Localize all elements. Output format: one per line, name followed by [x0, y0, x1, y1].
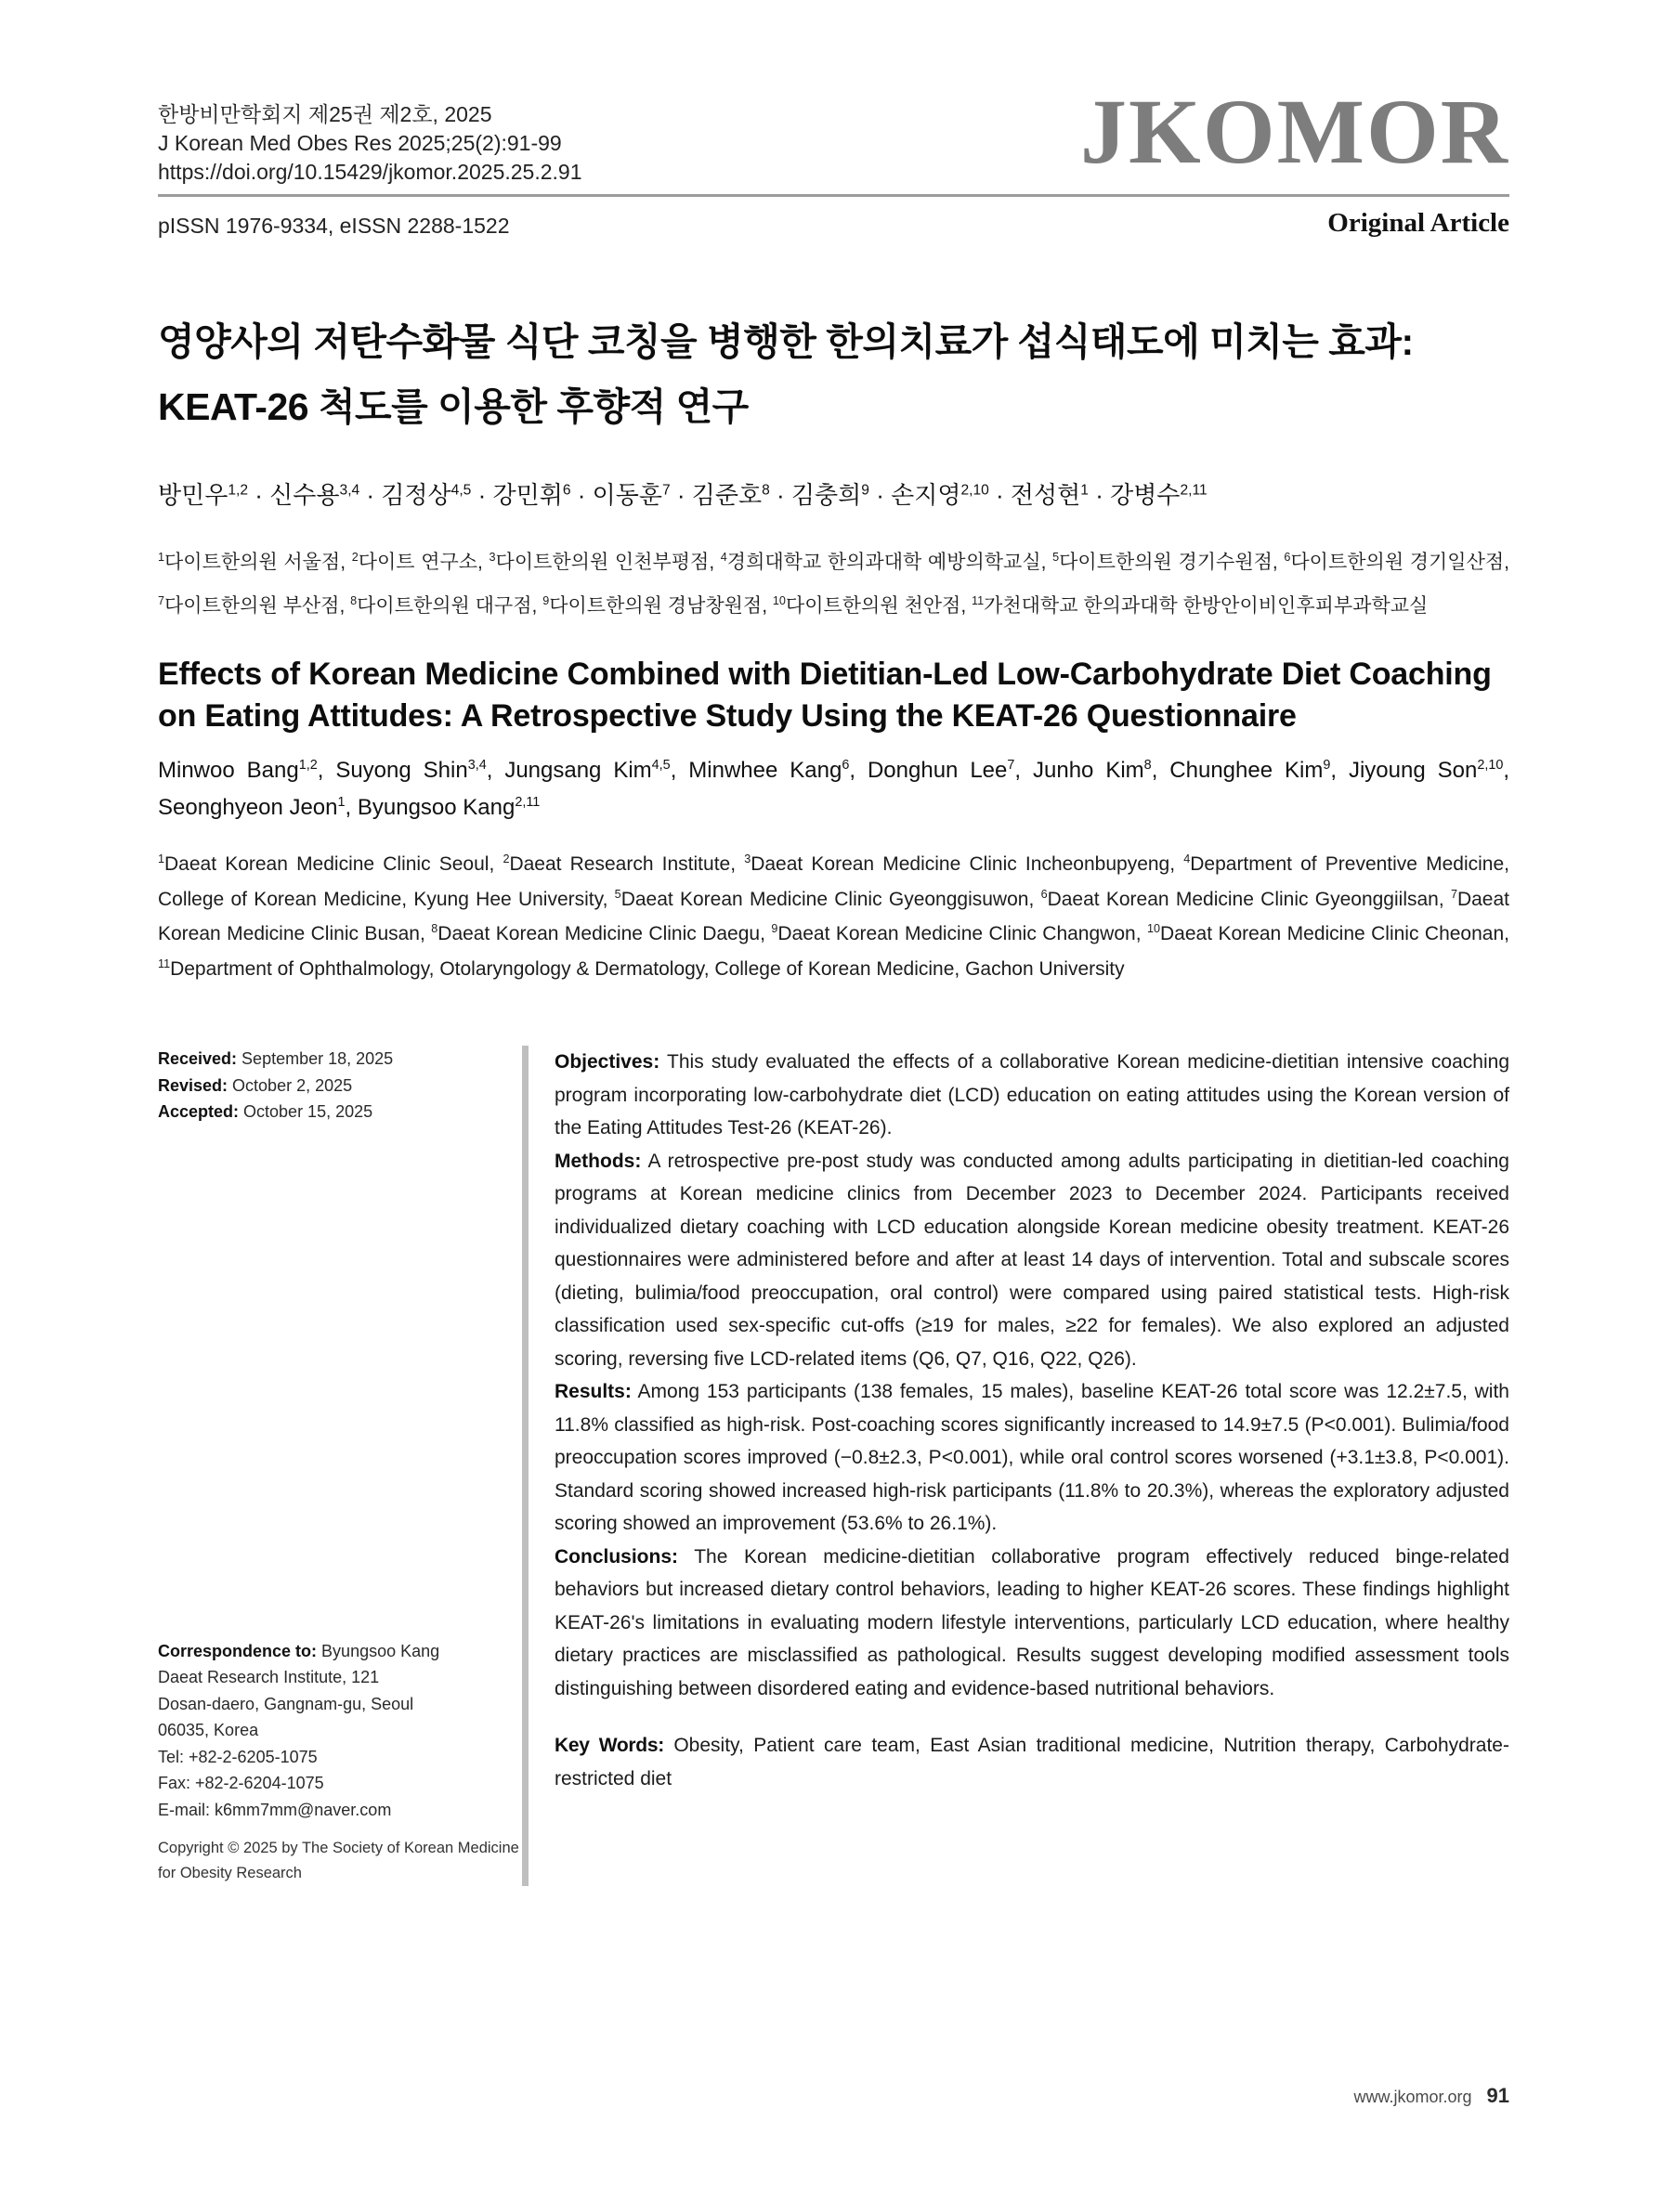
- affiliation-superscript: 9: [771, 922, 778, 935]
- affiliation-superscript: 1,2: [228, 482, 249, 499]
- abstract-section-label: Methods:: [555, 1150, 642, 1172]
- affiliation-superscript: 7: [661, 482, 671, 499]
- affiliation-superscript: 8: [350, 594, 358, 607]
- abstract-section-objectives: Objectives: This study evaluated the effects of a collaborative Korean medicine-dietitian intensive coaching program incorporating low-carbohydrate diet (LCD) education on eating attitudes using the Korean version of the Eating Attitudes Test-26 (KEAT-26).: [555, 1051, 1509, 1139]
- journal-logo: JKOMOR: [1080, 80, 1509, 183]
- page-number: 91: [1486, 2084, 1509, 2107]
- affiliation-superscript: 2,11: [515, 795, 541, 810]
- affiliation-superscript: 11: [972, 594, 985, 607]
- affiliation-superscript: 3,4: [339, 482, 360, 499]
- english-author-list: Minwoo Bang$^{1,2}$, Suyong Shin$^{3,4}$, Jungsang Kim$^{4,5}$, Minwhee Kang$^6$, Donghun Lee$^7$, Junho Kim$^8$, Chunghee Kim$^9$, Jiyoung Son$^{2,10}$, Seonghyeon Jeon$^1$, Byungsoo Kang$^{2,11}$: [158, 758, 1510, 820]
- affiliation-superscript: 9: [861, 482, 869, 499]
- issn-row: [158, 208, 1509, 239]
- abstract-section-label: Results:: [555, 1381, 632, 1402]
- abstract-vertical-divider: [522, 1046, 529, 1886]
- paper-first-page: [158, 80, 1510, 1886]
- journal-name-korean: 한방비만학회지 제25권 제2호, 2025: [158, 102, 492, 126]
- dates-block: [158, 1046, 522, 1126]
- affiliation-superscript: 8: [431, 922, 438, 935]
- affiliation-superscript: 3,4: [467, 758, 487, 773]
- affiliation-superscript: 2,10: [1477, 758, 1504, 773]
- affiliation-superscript: 11: [158, 956, 171, 970]
- korean-author-list: 방민우$^{1,2}$ · 신수용$^{3,4}$ · 김정상$^{4,5}$ · 강민휘$^6$ · 이동훈$^7$ · 김준호$^8$ · 김충희$^9$ · 손지영$^{2,10}$ · 전성현$^1$ · 강병수$^{2,11}$: [158, 481, 1208, 509]
- correspondence-block: [158, 1638, 522, 1824]
- affiliation-superscript: 7: [158, 594, 165, 607]
- affiliation-superscript: 1: [158, 551, 165, 564]
- affiliation-superscript: 6: [1040, 887, 1048, 901]
- affiliation-superscript: 2: [503, 852, 510, 865]
- abstract-section-label: Objectives:: [555, 1051, 660, 1073]
- affiliation-superscript: 10: [772, 594, 786, 607]
- affiliation-superscript: 1: [337, 795, 346, 810]
- affiliation-superscript: 5: [614, 887, 621, 901]
- keywords-block: [555, 1729, 1509, 1795]
- abstract-section-conclusions: Conclusions: The Korean medicine-dietitian collaborative program effectively reduced binge-related behaviors but increased dietary control behaviors, leading to higher KEAT-26 scores. These findings highlight KEAT-26's limitations in evaluating modern lifestyle interventions, particularly LCD education, where healthy dietary practices are misclassified as pathological. Results suggest developing modified assessment tools distinguishing between disordered eating and evidence-based nutritional behaviors.: [555, 1545, 1509, 1699]
- correspondence-label: Correspondence to:: [158, 1641, 318, 1660]
- abstract-section-methods: Methods: A retrospective pre-post study was conducted among adults participating in dietitian-led coaching programs at Korean medicine clinics from December 2023 to December 2024. Participants received individualized dietary coaching with LCD education alongside Korean medicine obesity treatment. KEAT-26 questionnaires were administered before and after at least 14 days of intervention. Total and subscale scores (dieting, bulimia/food preoccupation, oral control) were compared using paired statistical tests. High-risk classification used sex-specific cut-offs (≥19 for males, ≥22 for females). We also explored an adjusted scoring, reversing five LCD-related items (Q6, Q7, Q16, Q22, Q26).: [555, 1150, 1509, 1370]
- affiliation-superscript: 1: [1080, 482, 1089, 499]
- affiliation-superscript: 3: [744, 852, 751, 865]
- affiliation-superscript: 4,5: [651, 758, 671, 773]
- abstract-section-results: Results: Among 153 participants (138 females, 15 males), baseline KEAT-26 total score was 12.2±7.5, with 11.8% classified as high-risk. Post-coaching scores significantly increased to 14.9±7.5 (P<0.001). Bulimia/food preoccupation scores improved (−0.8±2.3, P<0.001), while oral control scores worsened (+3.1±3.8, P<0.001). Standard scoring showed increased high-risk participants (11.8% to 20.3%), whereas the exploratory adjusted scoring showed an improvement (53.6% to 26.1%).: [555, 1381, 1509, 1534]
- correspondence-line: Dosan-daero, Gangnam-gu, Seoul: [158, 1694, 414, 1713]
- journal-website-url: www.jkomor.org: [1353, 2088, 1472, 2106]
- affiliation-superscript: 9: [542, 594, 550, 607]
- correspondence-line: Tel: +82-2-6205-1075: [158, 1747, 318, 1766]
- affiliation-superscript: 3: [489, 551, 496, 564]
- correspondence-line: E-mail: k6mm7mm@naver.com: [158, 1800, 392, 1819]
- affiliation-superscript: 4,5: [450, 482, 472, 499]
- header-divider-rule: [158, 194, 1509, 197]
- correspondence-line: Fax: +82-2-6204-1075: [158, 1774, 324, 1792]
- correspondence-heading: [158, 1638, 522, 1665]
- correspondence-lines: [158, 1664, 522, 1823]
- abstract-section-label: Conclusions:: [555, 1545, 679, 1568]
- affiliation-superscript: 8: [762, 482, 770, 499]
- doi-link: https://doi.org/10.15429/jkomor.2025.25.2.91: [158, 160, 582, 184]
- affiliation-superscript: 4: [1183, 852, 1191, 865]
- copyright-notice: Copyright © 2025 by The Society of Korean Medicine for Obesity Research: [158, 1840, 519, 1881]
- affiliation-superscript: 1: [158, 852, 165, 865]
- affiliation-superscript: 2: [351, 551, 359, 564]
- affiliation-superscript: 9: [1323, 758, 1331, 773]
- issn-text: pISSN 1976-9334, eISSN 2288-1522: [158, 214, 510, 238]
- abstract-sections: [555, 1046, 1509, 1705]
- affiliation-superscript: 1,2: [298, 758, 318, 773]
- keywords-text: Obesity, Patient care team, East Asian traditional medicine, Nutrition therapy, Carbohydrate-restricted diet: [555, 1735, 1509, 1789]
- affiliation-superscript: 7: [1007, 758, 1015, 773]
- date-line: Revised: October 2, 2025: [158, 1075, 353, 1095]
- correspondence-line: Daeat Research Institute, 121: [158, 1668, 380, 1686]
- affiliation-superscript: 2,10: [960, 482, 989, 499]
- article-info-sidebar: [158, 1046, 522, 1886]
- date-line: Received: September 18, 2025: [158, 1049, 394, 1068]
- correspondence-name: Byungsoo Kang: [321, 1641, 440, 1660]
- abstract-column: [555, 1046, 1509, 1886]
- english-affiliation-list: $^1$Daeat Korean Medicine Clinic Seoul, $^2$Daeat Research Institute, $^3$Daeat Korean Medicine Clinic Incheonbupyeng, $^4$Department of Preventive Medicine, College of Korean Medicine, Kyung Hee University, $^5$Daeat Korean Medicine Clinic Gyeonggisuwon, $^6$Daeat Korean Medicine Clinic Gyeonggiilsan, $^7$Daeat Korean Medicine Clinic Busan, $^8$Daeat Korean Medicine Clinic Daegu, $^9$Daeat Korean Medicine Clinic Changwon, $^{10}$Daeat Korean Medicine Clinic Cheonan, $^{11}$Department of Ophthalmology, Otolaryngology & Dermatology, College of Korean Medicine, Gachon University: [158, 852, 1509, 980]
- affiliation-superscript: 4: [720, 551, 727, 564]
- article-title-korean: 영양사의 저탄수화물 식단 코칭을 병행한 한의치료가 섭식태도에 미치는 효과: KEAT-26 척도를 이용한 후향적 연구: [158, 320, 1414, 428]
- affiliation-superscript: 10: [1146, 922, 1160, 935]
- article-title-english: Effects of Korean Medicine Combined with Dietitian-Led Low-Carbohydrate Diet Coaching on Eating Attitudes: A Retrospective Study Using the KEAT-26 Questionnaire: [158, 657, 1492, 734]
- date-line: Accepted: October 15, 2025: [158, 1102, 373, 1121]
- correspondence-line: 06035, Korea: [158, 1721, 259, 1739]
- korean-affiliation-list: $^1$다이트한의원 서울점, $^2$다이트 연구소, $^3$다이트한의원 인천부평점, $^4$경희대학교 한의과대학 예방의학교실, $^5$다이트한의원 경기수원점, $^6$다이트한의원 경기일산점, $^7$다이트한의원 부산점, $^8$다이트한의원 대구점, $^9$다이트한의원 경남창원점, $^{10}$다이트한의원 천안점, $^{11}$가천대학교 한의과대학 한방안이비인후피부과학교실: [158, 551, 1510, 617]
- journal-citation: J Korean Med Obes Res 2025;25(2):91-99: [158, 131, 562, 155]
- page-footer: [1353, 2084, 1509, 2108]
- affiliation-superscript: 7: [1450, 887, 1457, 901]
- article-type-label: Original Article: [1327, 208, 1509, 238]
- affiliation-superscript: 6: [562, 482, 571, 499]
- affiliation-superscript: 5: [1052, 551, 1060, 564]
- affiliation-superscript: 2,11: [1180, 482, 1208, 499]
- affiliation-superscript: 8: [1143, 758, 1152, 773]
- abstract-row: [158, 1046, 1509, 1886]
- affiliation-superscript: 6: [842, 758, 850, 773]
- keywords-label: Key Words:: [555, 1735, 664, 1756]
- affiliation-superscript: 6: [1284, 551, 1291, 564]
